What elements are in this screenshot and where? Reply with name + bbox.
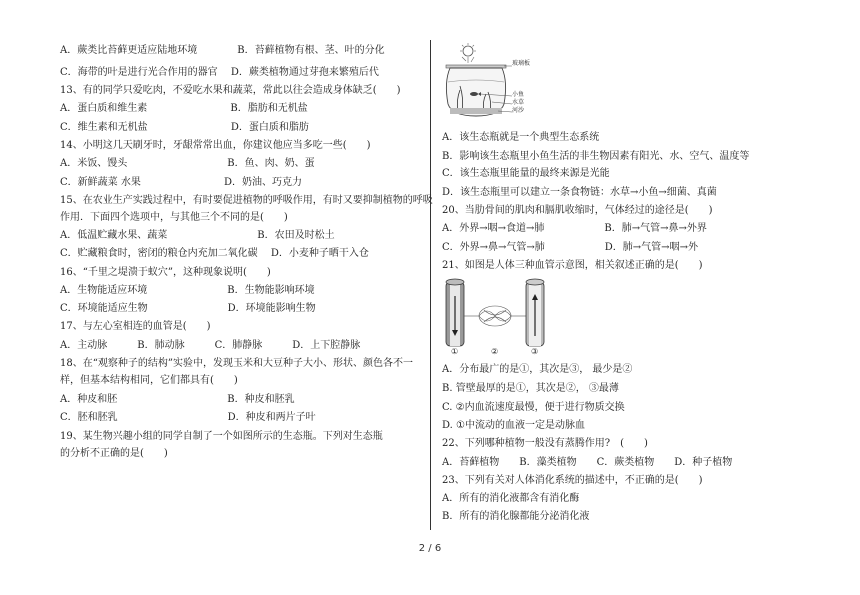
question-20: 20、当肋骨间的肌肉和膈肌收缩时，气体经过的途径是( ): [442, 205, 713, 216]
option-line: A．该生态瓶就是一个典型生态系统: [442, 132, 600, 143]
option-line: C．贮藏粮食时，密闭的粮仓内充加二氧化碳 D．小麦种子晒干入仓: [60, 248, 369, 259]
option-line: A．生物能适应环境 B．生物能影响环境: [60, 285, 315, 296]
option-line: D. ①中流动的血液一定是动脉血: [442, 420, 585, 431]
vessel-label-1: ①: [451, 347, 459, 356]
option-line: A．低温贮藏水果、蔬菜 B．农田及时松土: [60, 230, 335, 241]
cover-label: 玻璃板: [512, 60, 531, 67]
option-line: C．该生态瓶里能量的最终来源是光能: [442, 168, 610, 179]
option-line: C．环境能适应生物 D．环境能影响生物: [60, 303, 316, 314]
question-13: 13、有的同学只爱吃肉，不爱吃水果和蔬菜，常此以往会造成身体缺乏( ): [60, 85, 401, 96]
option-line: C. ②内血流速度最慢，便于进行物质交换: [442, 402, 625, 413]
page-number: 2 / 6: [418, 543, 442, 554]
option-line: A．蕨类比苔藓更适应陆地环境 B．苔藓植物有根、茎、叶的分化: [60, 45, 385, 56]
option-line: A．苔藓植物 B．藻类植物 C．蕨类植物 D．种子植物: [442, 457, 733, 468]
question-22: 22、下列哪种植物一般没有蒸腾作用? ( ): [442, 438, 648, 449]
question-19-cont: 的分析不正确的是( ): [60, 448, 168, 459]
sand-label: 河沙: [512, 107, 525, 114]
blood-vessel-figure: [440, 276, 550, 360]
question-16: 16、“千里之堤溃于蚁穴”，这种现象说明( ): [60, 267, 271, 278]
question-21: 21、如图是人体三种血管示意图，相关叙述正确的是( ): [442, 260, 703, 271]
vessel-label-2: ②: [491, 347, 499, 356]
vessel-label-3: ③: [531, 347, 539, 356]
fish-label: 小鱼: [512, 91, 525, 98]
option-line: D．该生态瓶里可以建立一条食物链：水草→小鱼→细菌、真菌: [442, 187, 717, 198]
option-line: C．胚和胚乳 D．种皮和两片子叶: [60, 412, 316, 423]
question-23: 23、下列有关对人体消化系统的描述中，不正确的是( ): [442, 475, 703, 486]
question-18: 18、在“观察种子的结构”实验中，发现玉米和大豆种子大小、形状、颜色各不一: [60, 358, 413, 369]
option-line: B．所有的消化腺都能分泌消化液: [442, 511, 590, 522]
question-18-cont: 样，但基本结构相同，它们都具有( ): [60, 375, 238, 386]
option-line: B．影响该生态瓶里小鱼生活的非生物因素有阳光、水、空气、温度等: [442, 151, 750, 162]
question-19: 19、某生物兴趣小组的同学自制了一个如图所示的生态瓶。下列对生态瓶: [60, 431, 383, 442]
option-line: A．外界→咽→食道→肺 B．肺→气管→鼻→外界: [442, 223, 707, 234]
option-line: A．分布最广的是①，其次是③， 最少是②: [442, 364, 633, 375]
ecological-bottle-drawing: [440, 42, 540, 124]
question-15-cont: 作用．下面四个选项中，与其他三个不同的是( ): [60, 212, 288, 223]
question-17: 17、与左心室相连的血管是( ): [60, 321, 211, 332]
option-line: C．外界→鼻→气管→肺 D．肺→气管→咽→外: [442, 242, 698, 253]
option-line: B. 管壁最厚的是①，其次是②， ③最薄: [442, 383, 619, 394]
option-line: C．维生素和无机盐 D．蛋白质和脂肪: [60, 122, 309, 133]
question-15: 15、在农业生产实践过程中，有时要促进植物的呼吸作用，有时又要抑制植物的呼吸: [60, 195, 433, 206]
option-line: A．蛋白质和维生素 B．脂肪和无机盐: [60, 103, 308, 114]
option-line: A．主动脉 B．肺动脉 C．肺静脉 D．上下腔静脉: [60, 340, 361, 351]
option-line: A．米饭、馒头 B．鱼、肉、奶、蛋: [60, 158, 315, 169]
option-line: A．种皮和胚 B．种皮和胚乳: [60, 394, 295, 405]
option-line: A．所有的消化液都含有消化酶: [442, 493, 580, 504]
option-line: C．海带的叶是进行光合作用的器官 D．蕨类植物通过芽孢来繁殖后代: [60, 67, 379, 78]
option-line: C．新鲜蔬菜 水果 D．奶油、巧克力: [60, 177, 303, 188]
ecological-bottle-figure: [440, 42, 540, 124]
column-divider: [430, 40, 431, 530]
plant-label: 水草: [512, 99, 525, 106]
question-14: 14、小明这几天刷牙时，牙龈常常出血，你建议他应当多吃一些( ): [60, 140, 371, 151]
